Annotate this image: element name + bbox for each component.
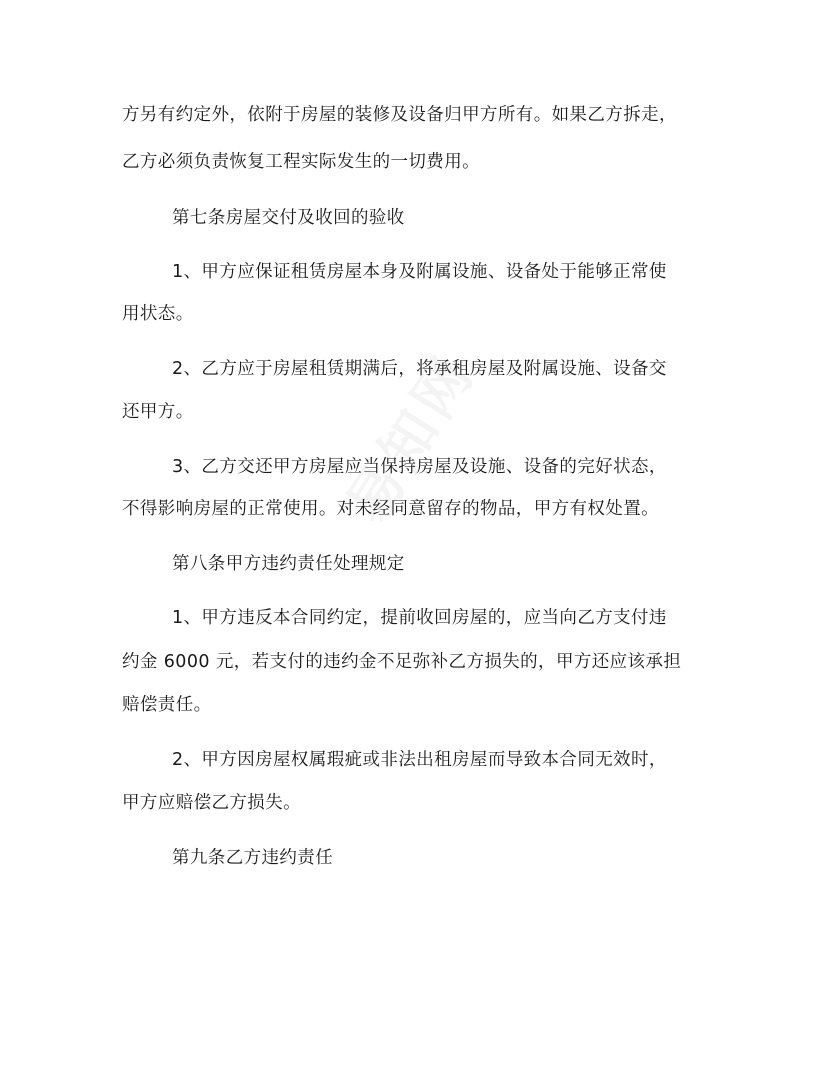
section-heading: 第七条房屋交付及收回的验收 [172,208,405,228]
text-line: 约金 6000 元，若支付的违约金不足弥补乙方损失的，甲方还应该承担 [122,652,682,672]
text-line: 赔偿责任。 [122,695,212,715]
text-line: 1、甲方应保证租赁房屋本身及附属设施、设备处于能够正常使 [172,262,667,282]
text-line: 方另有约定外，依附于房屋的装修及设备归甲方所有。如果乙方拆走， [122,105,677,125]
section-heading: 第八条甲方违约责任处理规定 [172,554,405,574]
text-line: 2、甲方因房屋权属瑕疵或非法出租房屋而导致本合同无效时， [172,750,667,770]
section-heading: 第九条乙方违约责任 [172,848,334,868]
text-line: 甲方应赔偿乙方损失。 [122,793,301,813]
text-line: 还甲方。 [122,402,194,422]
text-line: 不得影响房屋的正常使用。对未经同意留存的物品，甲方有权处置。 [122,499,659,519]
text-line: 用状态。 [122,304,194,324]
watermark [324,299,505,531]
text-line: 2、乙方应于房屋租赁期满后，将承租房屋及附属设施、设备交 [172,359,667,379]
text-line: 乙方必须负责恢复工程实际发生的一切费用。 [122,152,480,172]
text-line: 1、甲方违反本合同约定，提前收回房屋的，应当向乙方支付违 [172,608,667,628]
text-line: 3、乙方交还甲方房屋应当保持房屋及设施、设备的完好状态， [172,457,667,477]
